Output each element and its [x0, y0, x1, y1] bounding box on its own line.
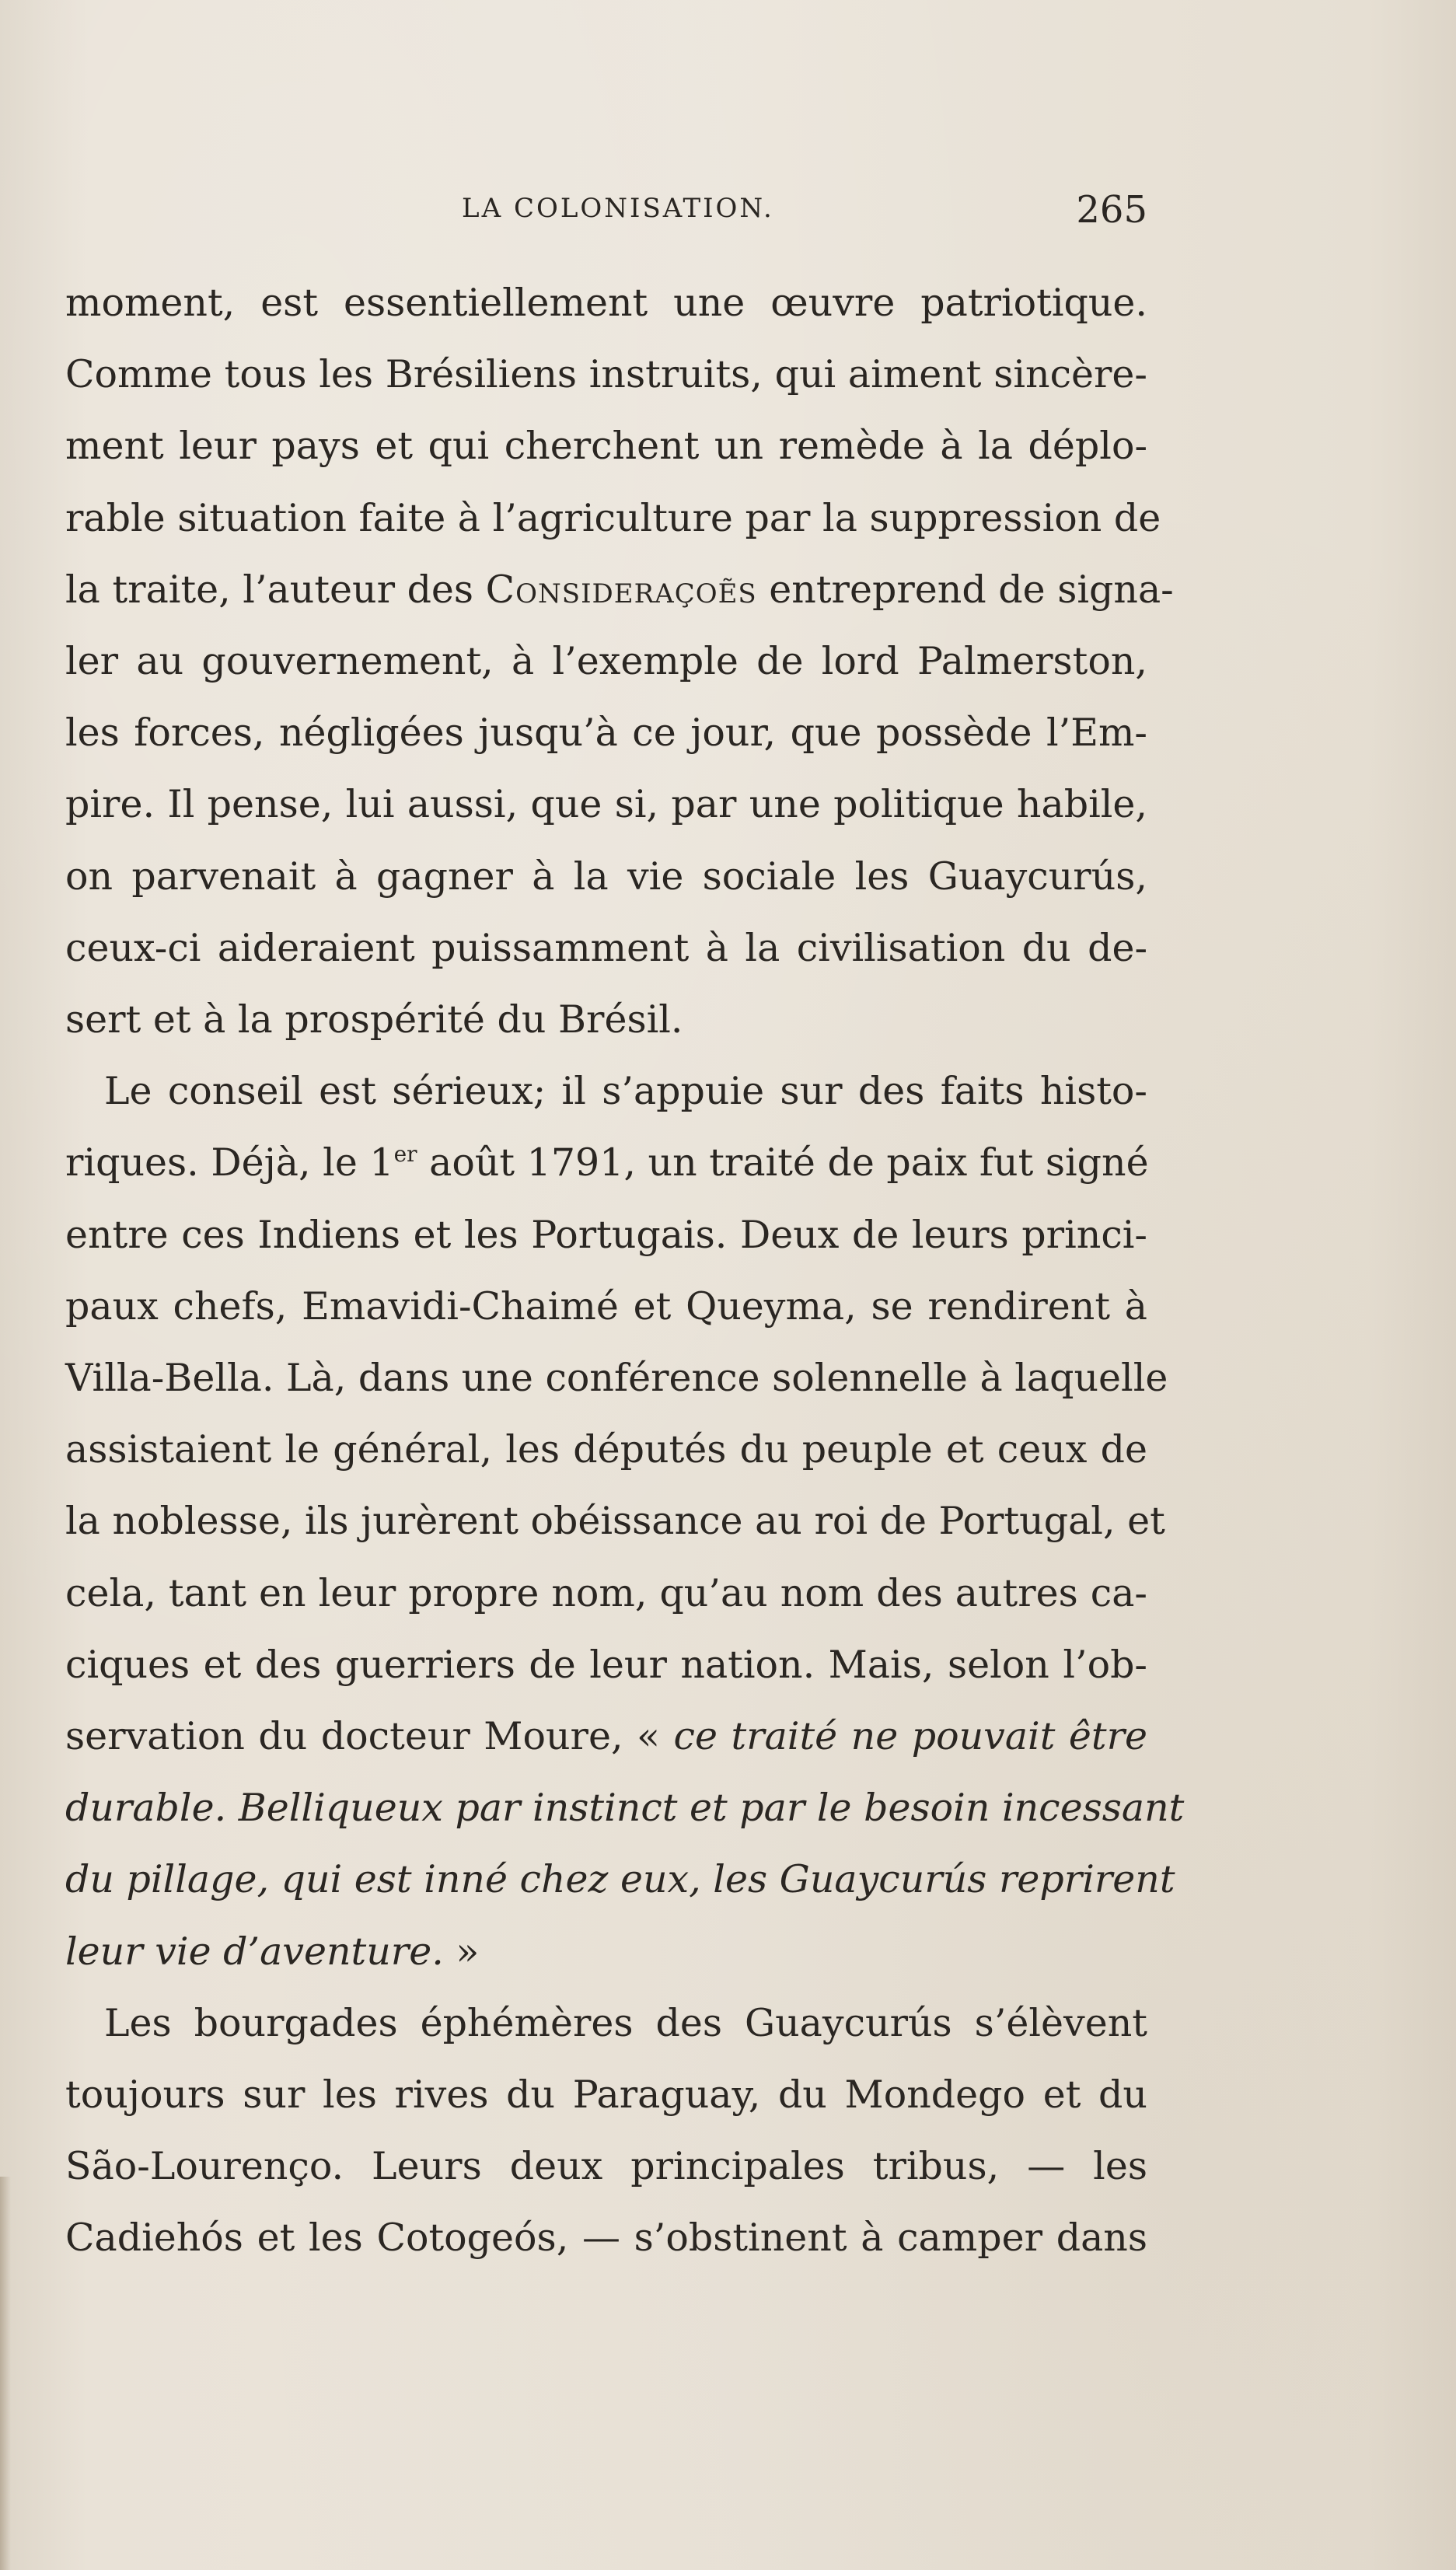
- text-line: la noblesse, ils jurèrent obéissance au roi de Portugal, et: [65, 1499, 1165, 1544]
- paragraph-2: [65, 1056, 1185, 1988]
- text-line: Les bourgades éphémères des Guaycurús s’élèvent: [104, 2000, 1147, 2045]
- text-line: cela, tant en leur propre nom, qu’au nom des autres ca-: [65, 1570, 1147, 1615]
- quotation: ce traité ne pouvait être: [673, 1714, 1148, 1759]
- text-span: entreprend de signa-: [756, 567, 1174, 612]
- text-line: [65, 554, 1174, 626]
- text-line: ciques et des guerriers de leur nation. Mais, selon l’ob-: [65, 1642, 1147, 1687]
- text-line: sert et à la prospérité du Brésil.: [65, 997, 683, 1042]
- text-line: [65, 1127, 1147, 1199]
- text-line: moment, est essentiellement une œuvre patriotique.: [65, 281, 1147, 325]
- page-number: 265: [1076, 188, 1147, 232]
- text-span: la traite, l’auteur des: [65, 567, 486, 612]
- text-line: [65, 1916, 1147, 1988]
- text-line: São-Lourenço. Leurs deux principales tribus, — les: [65, 2144, 1147, 2189]
- quotation: leur vie d’aventure.: [65, 1929, 444, 1974]
- body-text: [65, 267, 1185, 2275]
- text-line: ceux-ci aideraient puissamment à la civilisation du de-: [65, 925, 1147, 970]
- text-line: rable situation faite à l’agriculture par la suppression de: [65, 495, 1161, 540]
- text-line: Comme tous les Brésiliens instruits, qui aiment sincère-: [65, 352, 1147, 397]
- quotation-line: durable. Belliqueux par instinct et par le besoin incessant: [65, 1786, 1185, 1831]
- text-line: on parvenait à gagner à la vie sociale les Guaycurús,: [65, 854, 1147, 899]
- text-line: [65, 1701, 1147, 1772]
- running-head: [65, 188, 1147, 239]
- page-edge-shadow: [0, 2177, 11, 2570]
- quotation-line: du pillage, qui est inné chez eux, les Guaycurús reprirent: [65, 1857, 1175, 1902]
- text-span: servation du docteur Moure, «: [65, 1714, 674, 1759]
- text-line: les forces, négligées jusqu’à ce jour, que possède l’Em-: [65, 711, 1147, 756]
- paragraph-1: [65, 267, 1174, 1056]
- text-line: entre ces Indiens et les Portugais. Deux de leurs princi-: [65, 1212, 1147, 1257]
- superscript: er: [393, 1141, 417, 1168]
- text-line: Cadiehós et les Cotogeós, — s’obstinent à camper dans: [65, 2216, 1147, 2261]
- text-span: août 1791, un traité de paix fut signé: [417, 1140, 1149, 1185]
- text-line: Le conseil est sérieux; il s’appuie sur des faits histo-: [104, 1069, 1147, 1114]
- text-span: riques. Déjà, le 1: [65, 1140, 394, 1185]
- text-line: pire. Il pense, lui aussi, que si, par une politique habile,: [65, 782, 1147, 827]
- book-title: Consideraçoẽs: [485, 567, 757, 612]
- text-line: toujours sur les rives du Paraguay, du Mondego et du: [65, 2072, 1147, 2118]
- text-line: ler au gouvernement, à l’exemple de lord Palmerston,: [65, 639, 1147, 684]
- text-span: »: [443, 1929, 480, 1974]
- paragraph-3: [65, 1988, 1147, 2275]
- text-line: assistaient le général, les députés du peuple et ceux de: [65, 1427, 1147, 1472]
- text-line: ment leur pays et qui cherchent un remède à la déplo-: [65, 424, 1147, 469]
- text-line: paux chefs, Emavidi-Chaimé et Queyma, se rendirent à: [65, 1283, 1147, 1329]
- text-line: Villa-Bella. Là, dans une conférence solennelle à laquelle: [65, 1356, 1168, 1401]
- running-head-title: LA COLONISATION.: [462, 193, 774, 224]
